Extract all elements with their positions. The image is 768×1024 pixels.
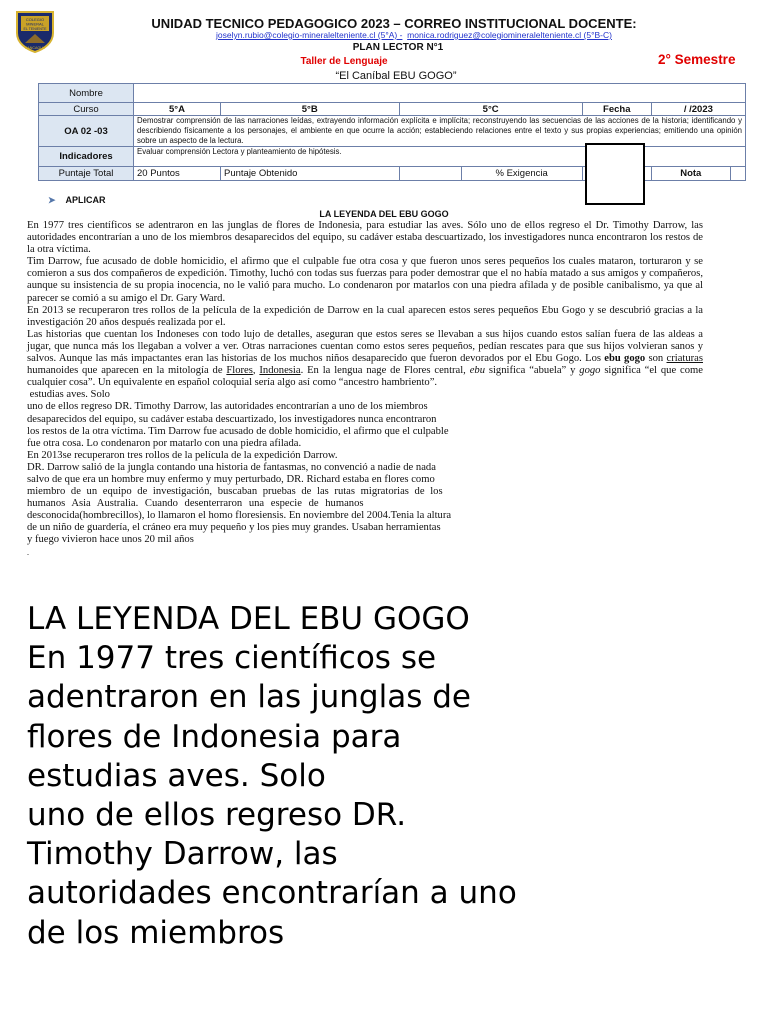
fecha-field[interactable]: / /2023 xyxy=(651,103,745,116)
story-line-8: salvo de que era un hombre muy enfermo y muy perturbado, DR. Richard estaba en flores como xyxy=(27,473,435,485)
subject-title: Taller de Lenguaje xyxy=(300,56,388,67)
aplicar-heading xyxy=(48,195,106,206)
big-line-5: estudias aves. Solo xyxy=(27,757,326,794)
logo-text-2: MINERAL xyxy=(26,21,44,27)
plan-lector-title: PLAN LECTOR N°1 xyxy=(352,42,444,53)
big-line-1: LA LEYENDA DEL EBU GOGO xyxy=(27,601,470,637)
puntaje-total-value: 20 Puntos xyxy=(134,167,221,181)
story-line-6: En 2013se recuperaron tres rollos de la película de la expedición Darrow. xyxy=(27,449,338,461)
curso-c: 5°C xyxy=(399,103,582,116)
p4-text-i: . En la lengua nage de Flores central, xyxy=(300,365,466,377)
header-title: UNIDAD TECNICO PEDAGOGICO 2023 – CORREO INSTITUCIONAL DOCENTE: xyxy=(151,16,637,31)
logo-text-3: EL TENIENTE xyxy=(23,27,47,31)
big-line-3: adentraron en las junglas de xyxy=(27,679,471,716)
story-line-11: desconocida(hombrecillos), lo llamaron el homo floresiensis. En noviembre del 2004.Tenia la altura xyxy=(27,510,452,522)
nota-label: Nota xyxy=(651,167,730,181)
big-line-6: uno de ellos regreso DR. xyxy=(27,797,407,834)
story-paragraph-3: En 2013 se recuperaron tres rollos de la película de la expedición de Darrow en la cual aparecen estos seres pequeños Ebu Gogo y se descubrió gracias a la investigación 20 años después realizada por el. xyxy=(27,304,703,328)
book-title: “El Caníbal EBU GOGO” xyxy=(335,70,457,82)
big-line-8: autoridades encontrarían a uno xyxy=(27,875,517,912)
exigencia-label: % Exigencia xyxy=(461,167,582,181)
aplicar-label: APLICAR xyxy=(65,195,106,205)
nombre-field[interactable] xyxy=(134,84,746,103)
story-paragraph-4 xyxy=(27,329,703,389)
email-link-1[interactable]: joselyn.rubio@colegio-mineralelteniente.cl (5°A) - xyxy=(216,30,403,40)
story-line-5: fue otra cosa. Lo condenaron por matarlo con una piedra afilada. xyxy=(27,437,302,449)
story-line-13: y fuego vivieron hace unos 20 mil años xyxy=(27,534,194,546)
p4-text-k: significa “abuela” y xyxy=(488,365,576,377)
photo-box xyxy=(585,143,645,205)
story-line-4: los restos de la otra víctima. Tim Darrow fue acusado de doble homicidio, el afirmo que el culpable xyxy=(27,425,449,437)
story-line-1: estudias aves. Solo xyxy=(27,389,110,401)
p4-text-e: humanoides que aparecen en la mitología de xyxy=(27,365,223,377)
story-paragraph-1: En 1977 tres científicos se adentraron en las junglas de flores de Indonesia, para estudiar las aves. Sólo uno de ellos regreso el Dr. Timothy Darrow, las autoridades encontrarían a uno de los miembros desaparecidos del equipo, su cadáver estaba descuartizado, los investigadores nunca encontraron los restos de la otra víctima. xyxy=(27,220,703,256)
story-line-3: desaparecidos del equipo, su cadáver estaba descuartizado, los investigadores nunca encontraron xyxy=(27,413,437,425)
oa-text: Demostrar comprensión de las narraciones leídas, extrayendo información explícita e implícita; reconstruyendo las secuencias de las acciones de la historia; identificando y describiendo físicamente a los personajes, el ambiente en que ocurre la acción; estableciendo relaciones entre el texto y sus propias experiencias; emitiendo una opinión sobre un aspecto de la lectura. xyxy=(134,116,746,147)
story-line-7: DR. Darrow salió de la jungla contando una historia de fantasmas, no convenció a nadie de nada xyxy=(27,461,436,473)
curso-a: 5°A xyxy=(134,103,221,116)
p4-gogo: gogo xyxy=(579,365,601,377)
curso-label: Curso xyxy=(39,103,134,116)
puntaje-total-label: Puntaje Total xyxy=(39,167,134,181)
puntaje-obtenido-field[interactable] xyxy=(399,167,461,181)
p4-text-a: Las historias que cuentan los Indoneses con todo lujo de detalles, aseguran que estos seres se llevaban a sus hijos cuando estos salían fuera de las aldeas a jugar, que nunca más los llegaban a volver a ver. Otras narraciones cuentan como estos seres pequeños, pedían rescates para que sus hijos volvieran sanos y salvos. Aunque las más impactantes eran las historias de los muchos niños desaparecido que fueron devorados por el Ebu Gogo. Los xyxy=(27,328,703,365)
p4-text-c: son xyxy=(648,353,664,365)
story-title: LA LEYENDA DEL EBU GOGO xyxy=(319,209,449,219)
big-line-9: de los miembros xyxy=(27,914,285,951)
email-link-2[interactable]: monica.rodriguez@colegiomineralelteniente.cl (5°B-C) xyxy=(407,30,612,40)
story-line-2: uno de ellos regreso DR. Timothy Darrow, las autoridades encontrarían a uno de los miembros xyxy=(27,401,428,413)
p4-text-m: significa “el que come cualquier cosa”. Un equivalente en español coloquial sería algo así como “ancestro hambriento”. xyxy=(27,365,703,389)
story-line-14: . xyxy=(27,547,29,557)
logo-text-4: RANCAGUA xyxy=(24,46,46,50)
nombre-label: Nombre xyxy=(39,84,134,103)
logo-text-1: COLEGIO xyxy=(25,17,45,22)
story-body xyxy=(27,220,703,559)
fecha-label: Fecha xyxy=(582,103,651,116)
flores-link[interactable]: Flores xyxy=(226,365,253,377)
criaturas-link[interactable]: criaturas xyxy=(666,353,703,365)
indicadores-text: Evaluar comprensión Lectora y planteamiento de hipótesis. xyxy=(134,147,746,167)
header-emails xyxy=(30,30,768,40)
semester-label: 2° Semestre xyxy=(658,52,736,67)
story-line-12: de un niño de guardería, el cráneo era muy pequeño y los pies muy grandes. Usaban herramientas xyxy=(27,522,441,534)
arrow-bullet-icon: ➤ xyxy=(48,195,56,205)
story-line-10: humanos Asia Australia. Cuando desenterraron una especie de humanos xyxy=(27,498,364,510)
big-line-4: flores de Indonesia para xyxy=(27,718,402,755)
big-line-7: Timothy Darrow, las xyxy=(27,836,338,873)
p4-comma: , xyxy=(252,365,256,377)
p4-ebu: ebu xyxy=(469,365,485,377)
large-text-block xyxy=(27,600,747,953)
oa-label: OA 02 -03 xyxy=(39,116,134,147)
story-line-9: miembro de un equipo de investigación, buscaban pruebas de las rutas migratorias de los xyxy=(27,486,443,498)
p4-ebu-gogo: ebu gogo xyxy=(604,353,646,365)
indonesia-link[interactable]: Indonesia xyxy=(259,365,301,377)
puntaje-obtenido-label: Puntaje Obtenido xyxy=(221,167,400,181)
big-line-2: En 1977 tres científicos se xyxy=(27,640,437,677)
curso-b: 5°B xyxy=(221,103,400,116)
nota-field[interactable] xyxy=(730,167,745,181)
indicadores-label: Indicadores xyxy=(39,147,134,167)
story-paragraph-2: Tim Darrow, fue acusado de doble homicidio, el afirmo que el culpable fue otra cosa y que fueron unos seres pequeños los cuales mataron, torturaron y se comieron a sus dos compañeros de expedición. Timothy, luchó con todas sus fuerzas para poder demostrar que el no había matado a sus amigos y compañeros, aunque su insistencia de su propia inocencia, no le valió para mucho. Lo condenaron por matarlos con una piedra afilada y de posible canibalismo, ya que al parecer se comió a su amigo el Dr. Gary Ward. xyxy=(27,256,703,304)
